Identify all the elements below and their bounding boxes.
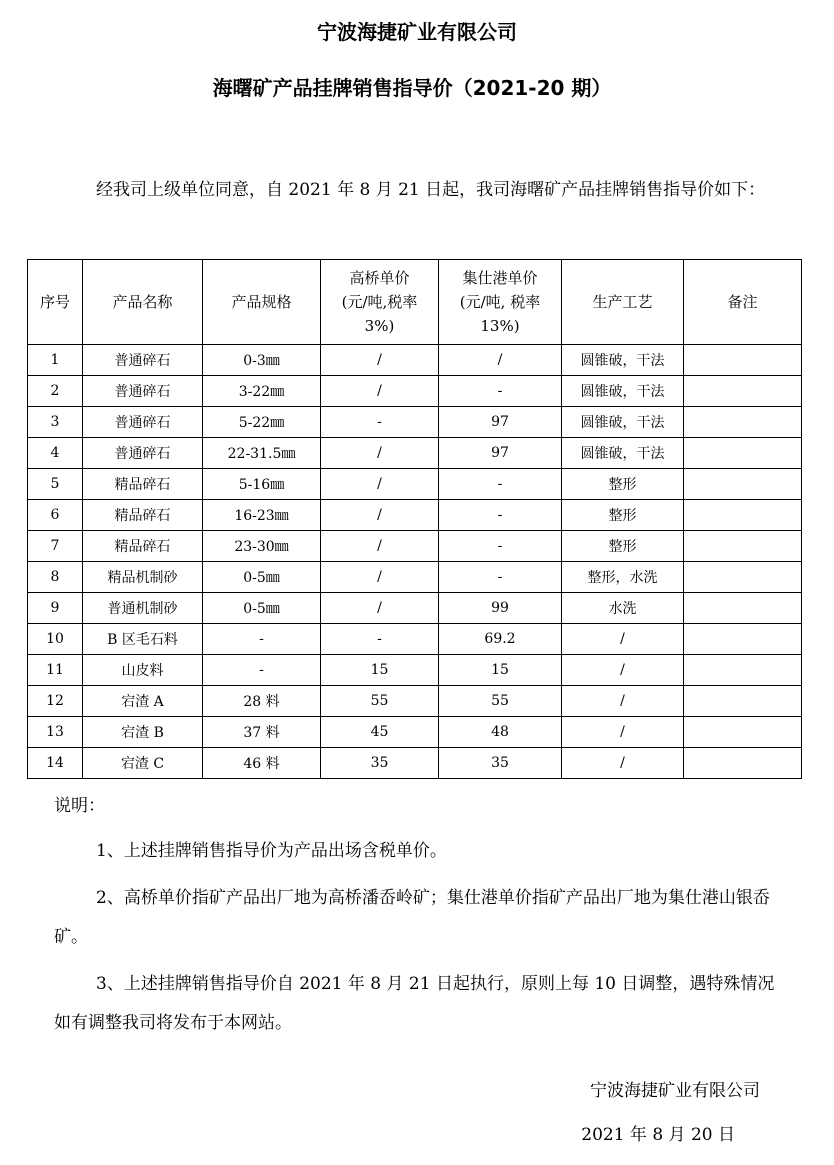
cell-jishi: - — [439, 500, 562, 531]
cell-seq: 10 — [28, 624, 83, 655]
cell-remark — [684, 562, 802, 593]
notes-heading: 说明： — [54, 796, 105, 816]
cell-gaoqiao: / — [321, 562, 439, 593]
header-jishi-line1: 集仕港单价 — [462, 269, 538, 287]
cell-name: 精品碎石 — [83, 531, 203, 562]
cell-jishi: - — [439, 376, 562, 407]
cell-jishi: - — [439, 531, 562, 562]
cell-name: 宕渣 A — [83, 686, 203, 717]
cell-process: 圆锥破，干法 — [562, 407, 684, 438]
table-header-row — [28, 260, 802, 345]
cell-name: 精品机制砂 — [83, 562, 203, 593]
header-gaoqiao-line3: 3%) — [364, 317, 395, 335]
cell-spec: 28 料 — [203, 686, 321, 717]
notes-section — [54, 788, 784, 1043]
cell-remark — [684, 593, 802, 624]
table-row — [28, 748, 802, 779]
cell-gaoqiao: 45 — [321, 717, 439, 748]
signature-date: 2021 年 8 月 20 日 — [581, 1125, 735, 1145]
table-row — [28, 407, 802, 438]
cell-process: / — [562, 748, 684, 779]
cell-remark — [684, 407, 802, 438]
cell-gaoqiao: / — [321, 469, 439, 500]
cell-spec: 46 料 — [203, 748, 321, 779]
cell-gaoqiao: / — [321, 500, 439, 531]
cell-spec: 23-30㎜ — [203, 531, 321, 562]
header-jishi-line2: (元/吨, 税率 — [459, 293, 541, 311]
cell-process: 整形 — [562, 531, 684, 562]
cell-seq: 9 — [28, 593, 83, 624]
cell-name: 普通机制砂 — [83, 593, 203, 624]
signature-company: 宁波海捷矿业有限公司 — [590, 1081, 760, 1101]
cell-seq: 5 — [28, 469, 83, 500]
cell-jishi: 69.2 — [439, 624, 562, 655]
cell-jishi: 99 — [439, 593, 562, 624]
cell-remark — [684, 748, 802, 779]
cell-seq: 13 — [28, 717, 83, 748]
table-row — [28, 469, 802, 500]
header-seq: 序号 — [28, 260, 83, 345]
cell-spec: 0-5㎜ — [203, 593, 321, 624]
cell-seq: 2 — [28, 376, 83, 407]
cell-spec: - — [203, 624, 321, 655]
table-row — [28, 686, 802, 717]
cell-process: 水洗 — [562, 593, 684, 624]
cell-seq: 14 — [28, 748, 83, 779]
cell-name: B 区毛石料 — [83, 624, 203, 655]
cell-process: / — [562, 717, 684, 748]
cell-name: 精品碎石 — [83, 500, 203, 531]
table-row — [28, 717, 802, 748]
header-remark: 备注 — [684, 260, 802, 345]
cell-spec: 0-3㎜ — [203, 345, 321, 376]
cell-spec: - — [203, 655, 321, 686]
cell-name: 山皮料 — [83, 655, 203, 686]
cell-jishi: - — [439, 469, 562, 500]
cell-seq: 12 — [28, 686, 83, 717]
cell-gaoqiao: 15 — [321, 655, 439, 686]
cell-name: 宕渣 B — [83, 717, 203, 748]
cell-process: 圆锥破，干法 — [562, 376, 684, 407]
cell-process: / — [562, 686, 684, 717]
cell-jishi: 97 — [439, 438, 562, 469]
cell-spec: 3-22㎜ — [203, 376, 321, 407]
cell-remark — [684, 500, 802, 531]
cell-process: / — [562, 655, 684, 686]
header-name: 产品名称 — [83, 260, 203, 345]
cell-gaoqiao: - — [321, 407, 439, 438]
cell-jishi: 35 — [439, 748, 562, 779]
company-title: 宁波海捷矿业有限公司 — [317, 20, 517, 44]
table-row — [28, 376, 802, 407]
cell-spec: 22-31.5㎜ — [203, 438, 321, 469]
header-spec: 产品规格 — [203, 260, 321, 345]
header-process: 生产工艺 — [562, 260, 684, 345]
note-item-2: 2、高桥单价指矿产品出厂地为高桥潘岙岭矿；集仕港单价指矿产品出厂地为集仕港山银岙矿。 — [54, 888, 770, 947]
table-row — [28, 500, 802, 531]
header-jishi-line3: 13%) — [480, 317, 520, 335]
cell-process: 圆锥破，干法 — [562, 438, 684, 469]
cell-seq: 6 — [28, 500, 83, 531]
intro-paragraph: 经我司上级单位同意，自 2021 年 8 月 21 日起，我司海曙矿产品挂牌销售指导价如下： — [96, 180, 766, 200]
cell-name: 精品碎石 — [83, 469, 203, 500]
table-row — [28, 531, 802, 562]
table-row — [28, 345, 802, 376]
cell-jishi: / — [439, 345, 562, 376]
header-gaoqiao-line1: 高桥单价 — [349, 269, 410, 287]
document-title: 海曙矿产品挂牌销售指导价（2021-20 期） — [212, 76, 612, 100]
cell-gaoqiao: - — [321, 624, 439, 655]
cell-name: 普通碎石 — [83, 407, 203, 438]
cell-remark — [684, 345, 802, 376]
cell-seq: 8 — [28, 562, 83, 593]
cell-remark — [684, 655, 802, 686]
cell-name: 宕渣 C — [83, 748, 203, 779]
cell-name: 普通碎石 — [83, 376, 203, 407]
header-gaoqiao-price — [321, 260, 439, 345]
cell-gaoqiao: 35 — [321, 748, 439, 779]
note-item-3: 3、上述挂牌销售指导价自 2021 年 8 月 21 日起执行，原则上每 10 日调整，遇特殊情况如有调整我司将发布于本网站。 — [54, 974, 775, 1033]
cell-remark — [684, 438, 802, 469]
cell-jishi: 55 — [439, 686, 562, 717]
cell-seq: 1 — [28, 345, 83, 376]
cell-process: 圆锥破，干法 — [562, 345, 684, 376]
cell-jishi: 48 — [439, 717, 562, 748]
cell-spec: 37 料 — [203, 717, 321, 748]
cell-jishi: - — [439, 562, 562, 593]
cell-gaoqiao: 55 — [321, 686, 439, 717]
table-row — [28, 593, 802, 624]
cell-jishi: 97 — [439, 407, 562, 438]
cell-process: 整形，水洗 — [562, 562, 684, 593]
cell-name: 普通碎石 — [83, 438, 203, 469]
price-table — [27, 259, 802, 779]
cell-jishi: 15 — [439, 655, 562, 686]
table-row — [28, 562, 802, 593]
cell-spec: 5-16㎜ — [203, 469, 321, 500]
cell-spec: 16-23㎜ — [203, 500, 321, 531]
cell-gaoqiao: / — [321, 593, 439, 624]
cell-gaoqiao: / — [321, 531, 439, 562]
cell-spec: 5-22㎜ — [203, 407, 321, 438]
table-row — [28, 655, 802, 686]
cell-gaoqiao: / — [321, 345, 439, 376]
cell-gaoqiao: / — [321, 438, 439, 469]
cell-process: 整形 — [562, 469, 684, 500]
cell-name: 普通碎石 — [83, 345, 203, 376]
cell-spec: 0-5㎜ — [203, 562, 321, 593]
cell-remark — [684, 376, 802, 407]
cell-gaoqiao: / — [321, 376, 439, 407]
cell-remark — [684, 469, 802, 500]
cell-remark — [684, 531, 802, 562]
cell-remark — [684, 624, 802, 655]
cell-remark — [684, 717, 802, 748]
cell-remark — [684, 686, 802, 717]
table-row — [28, 438, 802, 469]
cell-seq: 7 — [28, 531, 83, 562]
header-jishi-price — [439, 260, 562, 345]
cell-seq: 11 — [28, 655, 83, 686]
cell-seq: 3 — [28, 407, 83, 438]
cell-seq: 4 — [28, 438, 83, 469]
header-gaoqiao-line2: (元/吨,税率 — [341, 293, 418, 311]
note-item-1: 1、上述挂牌销售指导价为产品出场含税单价。 — [96, 841, 447, 861]
cell-process: / — [562, 624, 684, 655]
cell-process: 整形 — [562, 500, 684, 531]
table-row — [28, 624, 802, 655]
